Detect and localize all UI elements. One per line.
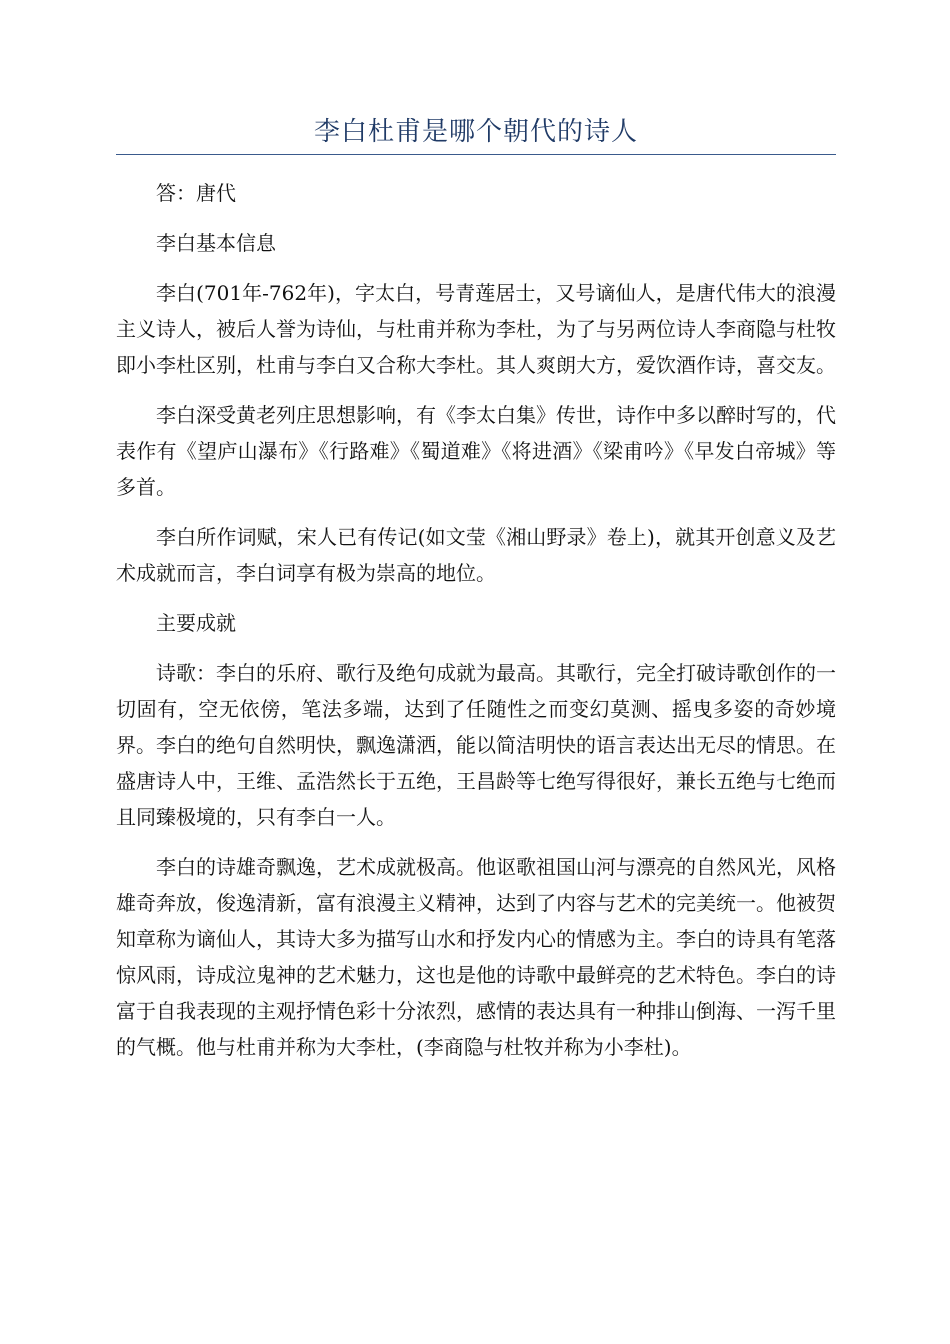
- section-heading-achievements: 主要成就: [156, 611, 236, 635]
- paragraph-style: 李白的诗雄奇飘逸，艺术成就极高。他讴歌祖国山河与漂亮的自然风光，风格雄奇奔放，俊逸清新，富有浪漫主义精神，达到了内容与艺术的完美统一。他被贺知章称为谪仙人，其诗大多为描写山水和抒发内心的情感为主。李白的诗具有笔落惊风雨，诗成泣鬼神的艺术魅力，这也是他的诗歌中最鲜亮的艺术特色。李白的诗富于自我表现的主观抒情色彩十分浓烈，感情的表达具有一种排山倒海、一泻千里的气概。他与杜甫并称为大李杜，(李商隐与杜牧并称为小李杜)。: [116, 855, 836, 1059]
- paragraph-poetry: 诗歌：李白的乐府、歌行及绝句成就为最高。其歌行，完全打破诗歌创作的一切固有，空无依傍，笔法多端，达到了任随性之而变幻莫测、摇曳多姿的奇妙境界。李白的绝句自然明快，飘逸潇洒，能以简洁明快的语言表达出无尽的情思。在盛唐诗人中，王维、孟浩然长于五绝，王昌龄等七绝写得很好，兼长五绝与七绝而且同臻极境的，只有李白一人。: [116, 661, 836, 829]
- page-title: 李白杜甫是哪个朝代的诗人: [313, 117, 638, 147]
- section-heading-basic-info: 李白基本信息: [156, 231, 276, 255]
- paragraph-influences: 李白深受黄老列庄思想影响，有《李太白集》传世，诗作中多以醉时写的，代表作有《望庐山瀑布》《行路难》《蜀道难》《将进酒》《梁甫吟》《早发白帝城》等多首。: [116, 403, 836, 499]
- paragraph-biography: 李白(701年-762年)，字太白，号青莲居士，又号谪仙人，是唐代伟大的浪漫主义诗人，被后人誉为诗仙，与杜甫并称为李杜，为了与另两位诗人李商隐与杜牧即小李杜区别，杜甫与李白又合称大李杜。其人爽朗大方，爱饮酒作诗，喜交友。: [116, 281, 836, 377]
- document-page: [116, 0, 836, 1079]
- document-body: [116, 175, 836, 1065]
- paragraph-ci-fu: 李白所作词赋，宋人已有传记(如文莹《湘山野录》卷上)，就其开创意义及艺术成就而言，李白词享有极为崇高的地位。: [116, 525, 836, 585]
- title-underline: [116, 154, 836, 155]
- answer-line: 答：唐代: [156, 181, 236, 205]
